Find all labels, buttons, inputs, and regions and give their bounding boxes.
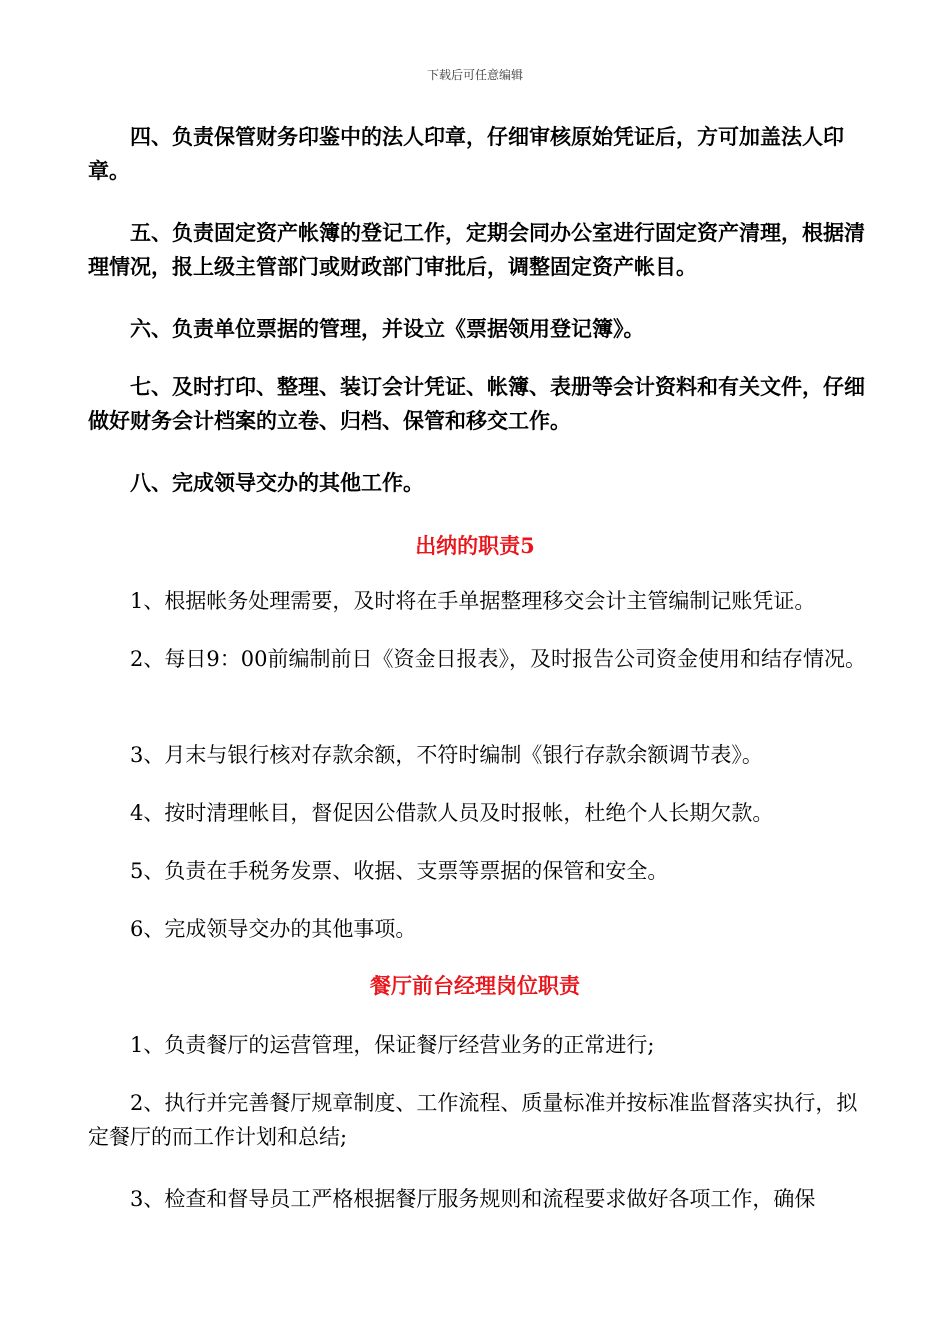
manager-item-1: 1、负责餐厅的运营管理，保证餐厅经营业务的正常进行;: [130, 1033, 655, 1057]
cashier-item-3: 3、月末与银行核对存款余额，不符时编制《银行存款余额调节表》。: [130, 743, 763, 767]
duty-item-7: 七、及时打印、整理、装订会计凭证、帐簿、表册等会计资料和有关文件，仔细做好财务会计档案的立卷、归档、保管和移交工作。: [88, 374, 865, 433]
cashier-item-6: 6、完成领导交办的其他事项。: [130, 917, 417, 941]
section-title-cashier: 出纳的职责5: [415, 533, 535, 558]
page-header: 下载后可任意编辑: [426, 68, 523, 82]
duty-item-6: 六、负责单位票据的管理，并设立《票据领用登记簿》。: [130, 316, 645, 341]
cashier-item-4: 4、按时清理帐目，督促因公借款人员及时报帐，杜绝个人长期欠款。: [130, 801, 774, 825]
duty-item-4: 四、负责保管财务印鉴中的法人印章，仔细审核原始凭证后，方可加盖法人印章。: [88, 124, 844, 183]
cashier-item-1: 1、根据帐务处理需要，及时将在手单据整理移交会计主管编制记账凭证。: [130, 589, 816, 613]
manager-item-3: 3、检查和督导员工严格根据餐厅服务规则和流程要求做好各项工作，确保: [130, 1187, 816, 1211]
section-title-restaurant-manager: 餐厅前台经理岗位职责: [370, 973, 580, 998]
duty-item-5: 五、负责固定资产帐簿的登记工作，定期会同办公室进行固定资产清理，根据清理情况，报上级主管部门或财政部门审批后，调整固定资产帐目。: [88, 220, 865, 279]
duty-item-8: 八、完成领导交办的其他工作。: [130, 470, 424, 495]
cashier-item-2: 2、每日9：00前编制前日《资金日报表》，及时报告公司资金使用和结存情况。: [130, 647, 866, 671]
cashier-item-5: 5、负责在手税务发票、收据、支票等票据的保管和安全。: [130, 859, 669, 883]
manager-item-2: 2、执行并完善餐厅规章制度、工作流程、质量标准并按标准监督落实执行，拟定餐厅的而工作计划和总结;: [88, 1091, 858, 1149]
